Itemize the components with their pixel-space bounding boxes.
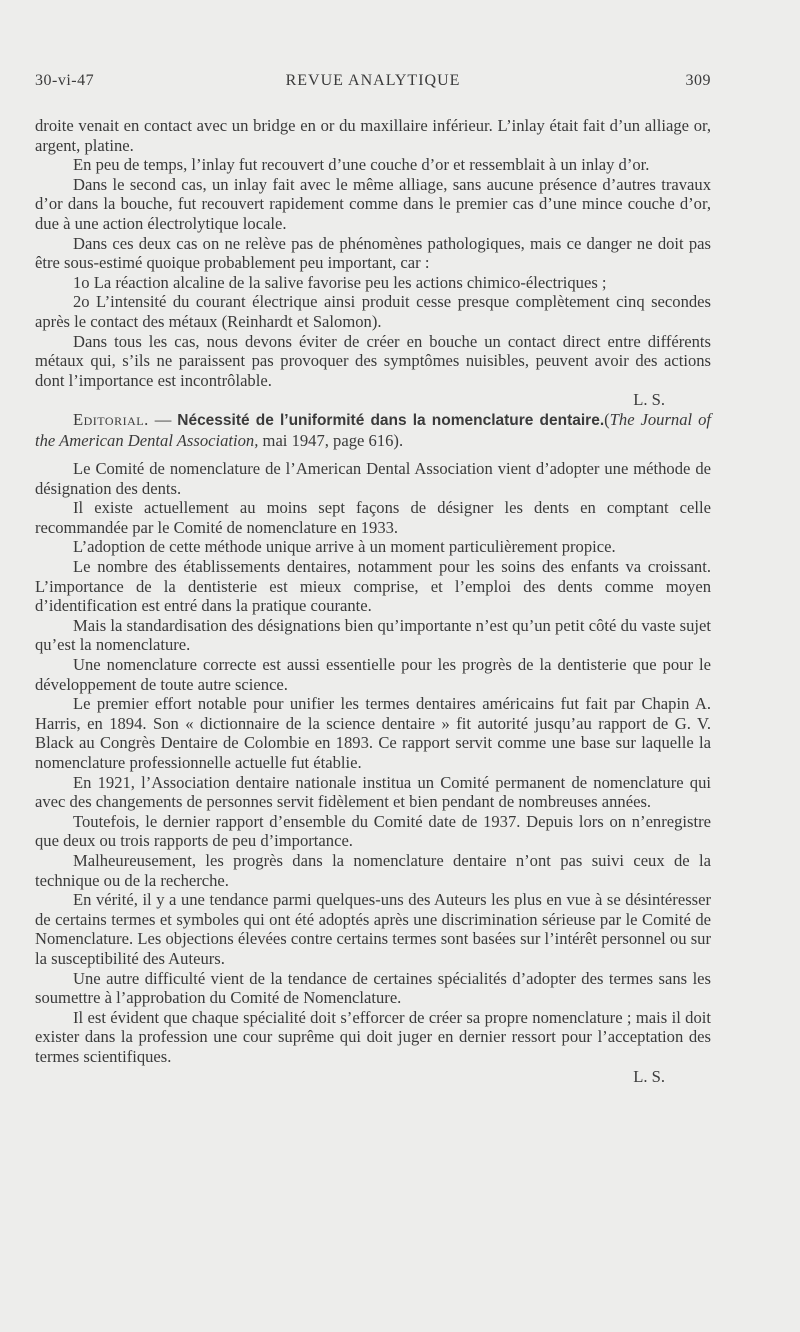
section-label: Editorial.: [73, 409, 149, 429]
paragraph: Le premier effort notable pour unifier les termes dentaires américains fut fait par Chapin A. Harris, en 1894. Son « dictionnaire de la science dentaire » fit autorité jusqu’au rapport de G. V. Black au Congrès Dentaire de Colombie en 1893. Ce rapport servit comme une base sur laquelle la nomenclature professionnelle actuelle fut établie.: [35, 694, 711, 772]
list-item: 2o L’intensité du courant électrique ainsi produit cesse presque complètement cinq secondes après le contact des métaux (Reinhardt et Salomon).: [35, 292, 711, 331]
paragraph: Le nombre des établissements dentaires, notamment pour les soins des enfants va croissant. L’importance de la dentisterie est mieux comprise, et l’emploi des dents comme moyen d’identification est entré dans la pratique courante.: [35, 557, 711, 616]
spacer: [35, 450, 711, 459]
author-signature: L. S.: [633, 390, 665, 410]
article-continued: [35, 116, 711, 410]
paragraph: En vérité, il y a une tendance parmi quelques-uns des Auteurs les plus en vue à se désintéresser de certains termes et symboles qui ont été adoptés après une discrimination sérieuse par le Comité de Nomenclature. Les objections élevées contre certains termes sont basées sur l’intérêt personnel ou sur la susceptibilité des Auteurs.: [35, 890, 711, 968]
editorial-heading: [35, 410, 711, 450]
paragraph: Toutefois, le dernier rapport d’ensemble du Comité date de 1937. Depuis lors on n’enregistre que deux ou trois rapports de peu d’importance.: [35, 811, 711, 851]
paragraph: Le Comité de nomenclature de l’American Dental Association vient d’adopter une méthode de désignation des dents.: [35, 459, 711, 498]
paragraph: Mais la standardisation des désignations bien qu’importante n’est qu’un petit côté du vaste sujet qu’est la nomenclature.: [35, 615, 711, 655]
editorial-article: [35, 410, 711, 1086]
page-number: 309: [685, 72, 711, 89]
paragraph: En peu de temps, l’inlay fut recouvert d’une couche d’or et ressemblait à un inlay d’or.: [73, 155, 650, 175]
paragraph: Malheureusement, les progrès dans la nomenclature dentaire n’ont pas suivi ceux de la technique ou de la recherche.: [35, 850, 711, 890]
paragraph: droite venait en contact avec un bridge en or du maxillaire inférieur. L’inlay était fait d’un alliage or, argent, platine.: [35, 116, 711, 155]
source-open: (: [604, 409, 610, 429]
paragraph: Dans le second cas, un inlay fait avec le même alliage, sans aucune présence d’autres travaux d’or dans la bouche, fut recouvert rapidement comme dans le premier cas d’une mince couche d’or, due à une action électrolytique locale.: [35, 174, 711, 233]
article-title: Nécessité de l’uniformité dans la nomenclature dentaire.: [177, 411, 605, 429]
paragraph: Une nomenclature correcte est aussi essentielle pour les progrès de la dentisterie que pour le développement de toute autre science.: [35, 655, 711, 694]
dash: —: [148, 409, 178, 429]
list-item: 1o La réaction alcaline de la salive favorise peu les actions chimico-électriques ;: [73, 272, 607, 292]
header-date: 30-vi-47: [35, 72, 95, 89]
source-details: mai 1947, page 616).: [258, 430, 404, 450]
paragraph: Une autre difficulté vient de la tendance de certaines spécialités d’adopter des termes sans les soumettre à l’approbation du Comité de Nomenclature.: [35, 968, 711, 1008]
paragraph: Dans ces deux cas on ne relève pas de phénomènes pathologiques, mais ce danger ne doit pas être sous-estimé quoique probablement peu important, car :: [35, 233, 711, 273]
paragraph: Il est évident que chaque spécialité doit s’efforcer de créer sa propre nomenclature ; mais il doit exister dans la profession une cour suprême qui doit juger en dernier ressort pour l’acceptation des termes scientifiques.: [35, 1007, 711, 1066]
paragraph: L’adoption de cette méthode unique arrive à un moment particulièrement propice.: [73, 537, 616, 557]
header-journal-title: REVUE ANALYTIQUE: [285, 72, 461, 89]
running-header: [35, 72, 711, 94]
paragraph: En 1921, l’Association dentaire nationale institua un Comité permanent de nomenclature qui avec des changements de personnes servit fidèlement et bien pendant de nombreuses années.: [35, 772, 711, 812]
page-body: [35, 116, 711, 1086]
paragraph: Il existe actuellement au moins sept façons de désigner les dents en comptant celle recommandée par le Comité de nomenclature en 1933.: [35, 498, 711, 537]
source-journal: The Journal of the American Dental Association,: [35, 409, 712, 450]
paragraph: Dans tous les cas, nous devons éviter de créer en bouche un contact direct entre différents métaux qui, s’ils ne paraissent pas provoquer des symptômes nuisibles, peuvent avoir des actions dont l’importance est incontrôlable.: [35, 331, 711, 390]
author-signature: L. S.: [633, 1066, 665, 1086]
